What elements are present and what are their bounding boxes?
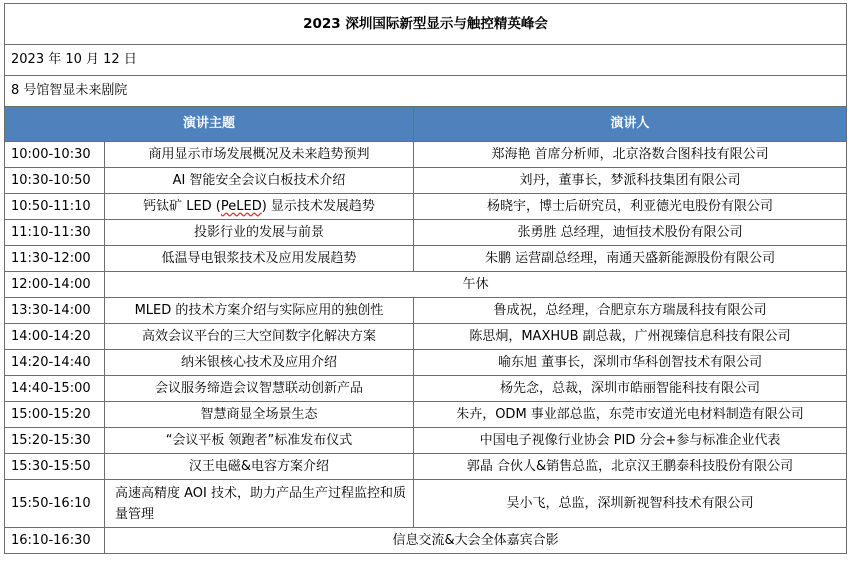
session-topic: 投影行业的发展与前景	[105, 220, 414, 246]
session-speaker: 鲁成祝，总经理，合肥京东方瑞晟科技有限公司	[414, 298, 847, 324]
session-topic: 商用显示市场发展概况及未来趋势预判	[105, 142, 414, 168]
session-topic: 高效会议平台的三大空间数字化解决方案	[105, 324, 414, 350]
session-topic: MLED 的技术方案介绍与实际应用的独创性	[105, 298, 414, 324]
session-topic: 高速高精度 AOI 技术，助力产品生产过程监控和质量管理	[105, 480, 414, 528]
lunch-break: 午休	[105, 272, 847, 298]
event-date: 2023 年 10 月 12 日	[5, 45, 847, 76]
session-time: 15:50-16:10	[5, 480, 105, 528]
table-row	[5, 168, 847, 194]
session-topic: AI 智能安全会议白板技术介绍	[105, 168, 414, 194]
session-time: 14:40-15:00	[5, 376, 105, 402]
session-time: 14:00-14:20	[5, 324, 105, 350]
header-speaker: 演讲人	[414, 107, 847, 142]
topic-suffix: ) 显示技术发展趋势	[261, 198, 375, 214]
table-row	[5, 376, 847, 402]
session-topic: 会议服务缔造会议智慧联动创新产品	[105, 376, 414, 402]
topic-prefix: 钙钛矿 LED (	[143, 198, 221, 214]
session-speaker: 喻东旭 董事长，深圳市华科创智技术有限公司	[414, 350, 847, 376]
closing-session: 信息交流&大会全体嘉宾合影	[105, 528, 847, 554]
table-row-closing	[5, 528, 847, 554]
table-row	[5, 142, 847, 168]
agenda-table	[4, 3, 847, 554]
table-row-break	[5, 272, 847, 298]
session-time: 16:10-16:30	[5, 528, 105, 554]
session-time: 10:00-10:30	[5, 142, 105, 168]
session-time: 15:20-15:30	[5, 428, 105, 454]
session-speaker: 杨晓宇，博士后研究员，利亚德光电股份有限公司	[414, 194, 847, 220]
table-row	[5, 194, 847, 220]
session-speaker: 杨先念，总裁，深圳市皓丽智能科技有限公司	[414, 376, 847, 402]
session-speaker: 刘丹，董事长，梦派科技集团有限公司	[414, 168, 847, 194]
session-time: 12:00-14:00	[5, 272, 105, 298]
session-topic: 智慧商显全场景生态	[105, 402, 414, 428]
session-topic: 纳米银核心技术及应用介绍	[105, 350, 414, 376]
session-speaker: 吴小飞，总监，深圳新视智科技术有限公司	[414, 480, 847, 528]
session-topic: 汉王电磁&电容方案介绍	[105, 454, 414, 480]
table-row	[5, 454, 847, 480]
session-topic: 低温导电银浆技术及应用发展趋势	[105, 246, 414, 272]
session-time: 11:30-12:00	[5, 246, 105, 272]
session-time: 10:30-10:50	[5, 168, 105, 194]
session-time: 15:00-15:20	[5, 402, 105, 428]
session-topic: “会议平板 领跑者”标准发布仪式	[105, 428, 414, 454]
table-row	[5, 350, 847, 376]
session-speaker: 郑海艳 首席分析师，北京洛数合图科技有限公司	[414, 142, 847, 168]
session-time: 15:30-15:50	[5, 454, 105, 480]
event-venue: 8 号馆智显未来剧院	[5, 76, 847, 107]
spellcheck-marked-word: PeLED	[220, 198, 262, 214]
session-time: 14:20-14:40	[5, 350, 105, 376]
session-speaker: 朱鹏 运营副总经理，南通天盛新能源股份有限公司	[414, 246, 847, 272]
table-row	[5, 402, 847, 428]
table-header-row	[5, 107, 847, 142]
session-speaker: 郭晶 合伙人&销售总监，北京汉王鹏泰科技股份有限公司	[414, 454, 847, 480]
table-row	[5, 480, 847, 528]
session-speaker: 中国电子视像行业协会 PID 分会+参与标准企业代表	[414, 428, 847, 454]
session-time: 10:50-11:10	[5, 194, 105, 220]
session-topic	[105, 194, 414, 220]
table-row	[5, 220, 847, 246]
table-row	[5, 298, 847, 324]
header-topic: 演讲主题	[5, 107, 414, 142]
session-speaker: 陈思炯，MAXHUB 副总裁，广州视臻信息科技有限公司	[414, 324, 847, 350]
table-row	[5, 246, 847, 272]
session-time: 11:10-11:30	[5, 220, 105, 246]
table-row	[5, 324, 847, 350]
session-time: 13:30-14:00	[5, 298, 105, 324]
session-speaker: 朱卉，ODM 事业部总监，东莞市安道光电材料制造有限公司	[414, 402, 847, 428]
session-speaker: 张勇胜 总经理，迪恒技术股份有限公司	[414, 220, 847, 246]
table-row	[5, 428, 847, 454]
page-title: 2023 深圳国际新型显示与触控精英峰会	[5, 4, 847, 45]
